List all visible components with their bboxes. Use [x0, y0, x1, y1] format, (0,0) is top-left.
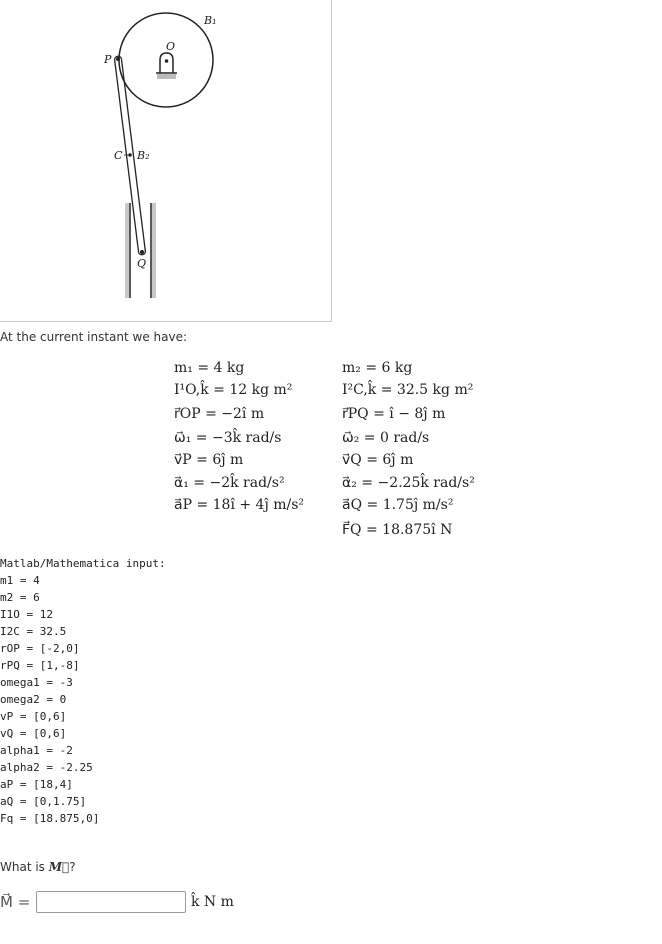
equation-right: v⃗Q = 6ĵ m: [342, 452, 414, 468]
mechanism-diagram: [0, 0, 332, 322]
equation-right: ω⃗₂ = 0 rad/s: [342, 430, 430, 446]
question-symbol: M⃗: [48, 860, 70, 874]
center-of-mass-c: [128, 153, 132, 157]
code-line: omega1 = -3: [0, 676, 73, 689]
equation-left: m₁ = 4 kg: [174, 360, 245, 376]
equation-right: α⃗₂ = −2.25k̂ rad/s²: [342, 475, 475, 491]
label-o: O: [166, 40, 176, 53]
label-b1: B₁: [204, 14, 217, 27]
equation-left: a⃗P = 18î + 4ĵ m/s²: [174, 497, 305, 513]
question-suffix: ?: [69, 860, 76, 874]
label-q: Q: [137, 257, 147, 270]
answer-input[interactable]: [36, 891, 186, 913]
slot-right-wall: [152, 203, 156, 298]
equation-left: r⃗OP = −2î m: [174, 406, 265, 422]
code-line: alpha1 = -2: [0, 744, 73, 757]
code-label: Matlab/Mathematica input:: [0, 557, 166, 570]
code-line: vQ = [0,6]: [0, 727, 67, 740]
code-line: m1 = 4: [0, 574, 40, 587]
equation-left: v⃗P = 6ĵ m: [174, 452, 244, 468]
code-line: I2C = 32.5: [0, 625, 67, 638]
pivot-support-icon: [156, 53, 177, 79]
intro-text: At the current instant we have:: [0, 330, 188, 344]
code-line: rOP = [-2,0]: [0, 642, 80, 655]
label-b2: B₂: [137, 149, 150, 162]
slot-left-wall: [125, 203, 129, 298]
code-line: aP = [18,4]: [0, 778, 73, 791]
pin-q: [140, 250, 144, 254]
equation-right: m₂ = 6 kg: [342, 360, 413, 376]
equation-right: r⃗PQ = î − 8ĵ m: [342, 406, 446, 422]
code-line: alpha2 = -2.25: [0, 761, 93, 774]
figure-panel: [0, 0, 332, 322]
equation-left: I¹O,k̂ = 12 kg m²: [174, 382, 293, 398]
equation-left: α⃗₁ = −2k̂ rad/s²: [174, 475, 285, 491]
code-line: rPQ = [1,-8]: [0, 659, 80, 672]
answer-label: M⃗ =: [0, 893, 31, 911]
label-c: C: [114, 149, 123, 162]
equation-right: a⃗Q = 1.75ĵ m/s²: [342, 497, 454, 513]
code-line: vP = [0,6]: [0, 710, 67, 723]
code-line: Fq = [18.875,0]: [0, 812, 100, 825]
code-line: I1O = 12: [0, 608, 53, 621]
code-line: m2 = 6: [0, 591, 40, 604]
equation-left: ω⃗₁ = −3k̂ rad/s: [174, 430, 282, 446]
code-line: omega2 = 0: [0, 693, 67, 706]
pin-p: [116, 57, 120, 61]
label-p: P: [104, 53, 112, 66]
question-prefix: What is: [0, 860, 49, 874]
code-line: aQ = [0,1.75]: [0, 795, 87, 808]
equation-right: F⃗Q = 18.875î N: [342, 522, 453, 538]
question-text: [0, 860, 76, 874]
answer-unit: k̂ N m: [191, 894, 234, 910]
equation-right: I²C,k̂ = 32.5 kg m²: [342, 382, 474, 398]
